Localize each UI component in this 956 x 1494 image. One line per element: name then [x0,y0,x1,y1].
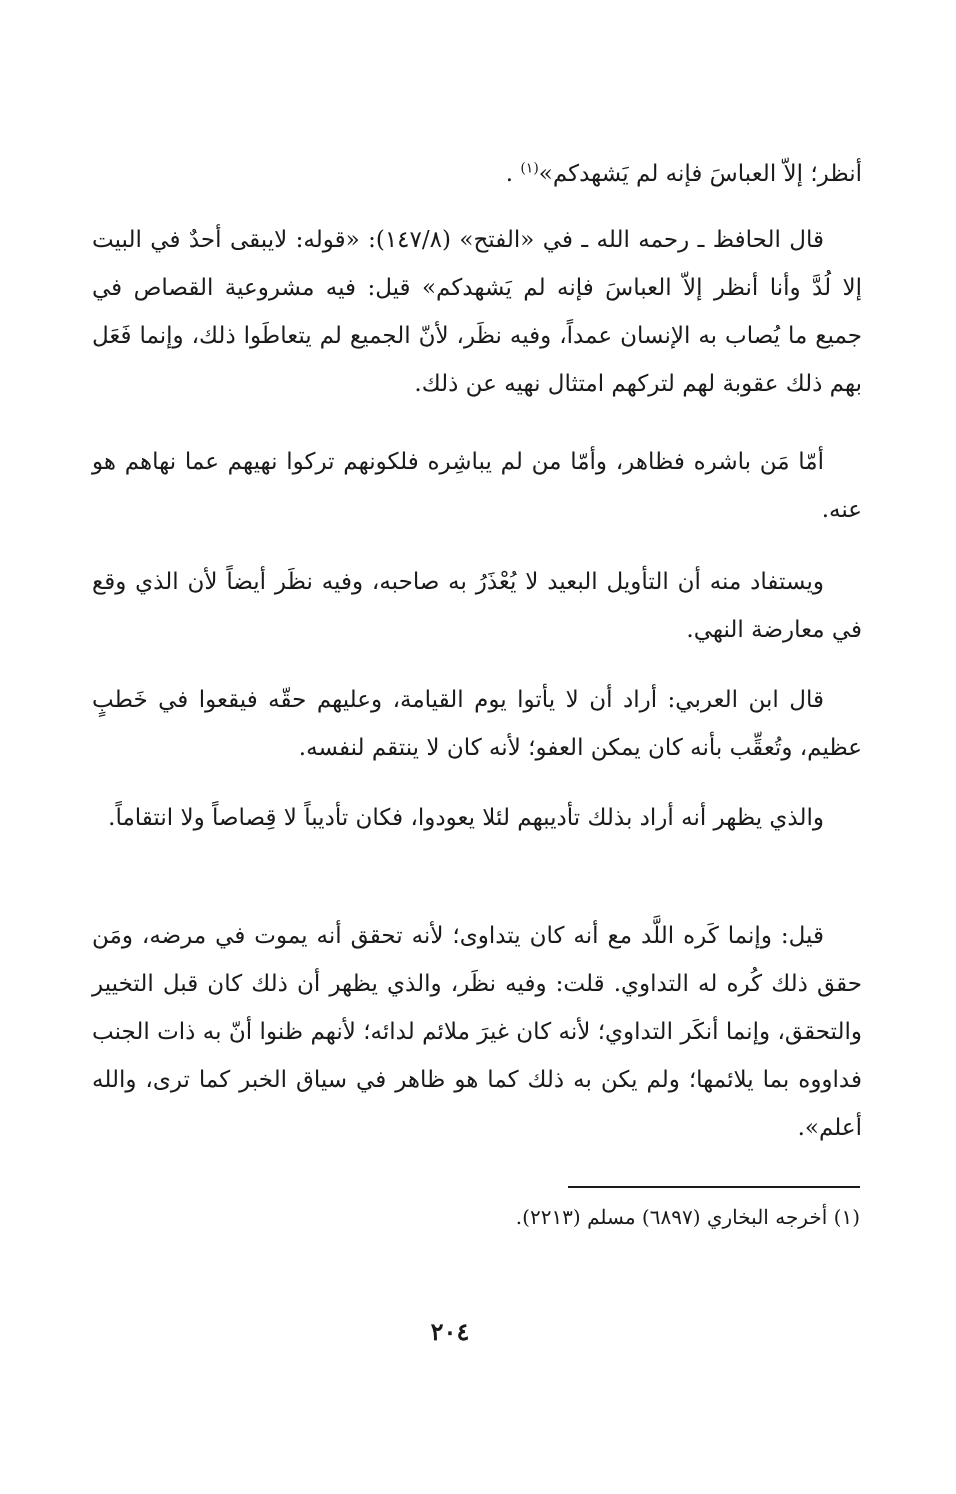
paragraph-1-end: . [505,161,513,187]
paragraph-4-text: ويستفاد منه أن التأويل البعيد لا يُعْذَرُ به صاحبه، وفيه نظَر أيضاً لأن الذي وقع في معارضة النهي. [92,569,862,643]
paragraph-3-text: أمّا مَن باشره فظاهر، وأمّا من لم يباشِره فلكونهم تركوا نهيهم عما نهاهم هو عنه. [92,449,862,523]
paragraph-7-text: قيل: وإنما كَره اللَّد مع أنه كان يتداوى؛ لأنه تحقق أنه يموت في مرضه، ومَن حقق ذلك كُره له التداوي. قلت: وفيه نظَر، والذي يظهر أن ذلك كان قبل التخيير والتحقق، وإنما أنكَر التداوي؛ لأنه كان غيرَ ملائم لدائه؛ لأنهم ظنوا أنّ به ذات الجنب فداووه بما يلائمها؛ ولم يكن به ذلك كما هو ظاهر في سياق الخبر كما ترى، والله أعلم». [92,923,862,1141]
paragraph-6 [92,794,862,842]
paragraph-2-text: قال الحافظ ـ رحمه الله ـ في «الفتح» (١٤٧/٨): «قوله: لايبقى أحدٌ في البيت إلا لُدَّ وأنا أنظر إلاّ العباسَ فإنه لم يَشهدكم» قيل: فيه مشروعية القصاص في جميع ما يُصاب به الإنسان عمداً، وفيه نظَر، لأنّ الجميع لم يتعاطَوا ذلك، وإنما فَعَل بهم ذلك عقوبة لهم لتركهم امتثال نهيه عن ذلك. [92,227,862,397]
footnote: (١) أخرجه البخاري (٦٨٩٧) مسلم (٢٢١٣). [515,1205,860,1229]
paragraph-4 [92,558,862,654]
footnote-divider [568,1186,860,1188]
footnote-marker: (١) [520,160,539,177]
paragraph-1 [92,150,862,198]
paragraph-1-text: أنظر؛ إلاّ العباسَ فإنه لم يَشهدكم» [538,161,862,187]
paragraph-2 [92,216,862,408]
paragraph-7 [92,912,862,1152]
paragraph-5-text: قال ابن العربي: أراد أن لا يأتوا يوم القيامة، وعليهم حقّه فيقعوا في خَطبٍ عظيم، وتُعقِّب بأنه كان يمكن العفو؛ لأنه كان لا ينتقم لنفسه. [92,687,862,761]
paragraph-5 [92,676,862,772]
paragraph-3 [92,438,862,534]
paragraph-6-text: والذي يظهر أنه أراد بذلك تأديبهم لئلا يعودوا، فكان تأديباً لا قِصاصاً ولا انتقاماً. [108,805,824,831]
page-number: ٢٠٤ [430,1317,470,1346]
